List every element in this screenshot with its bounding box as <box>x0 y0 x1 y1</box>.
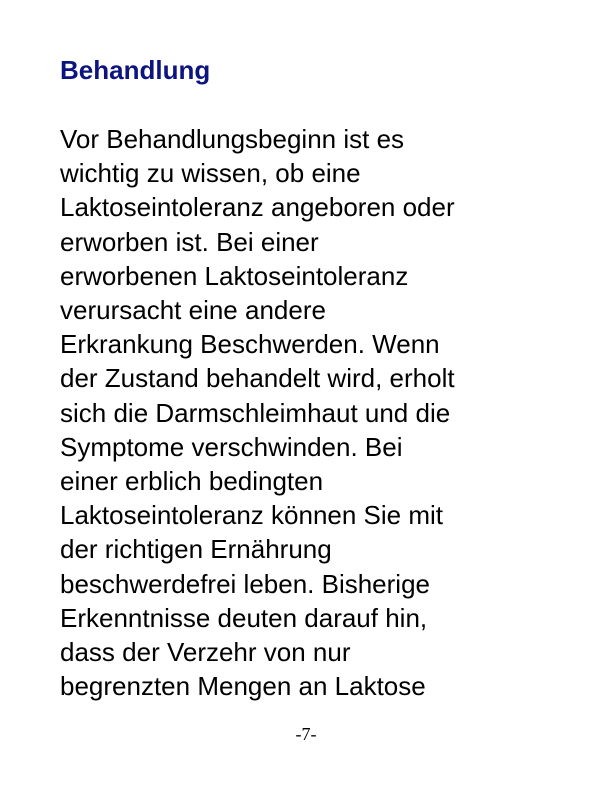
page-number: -7- <box>295 724 317 744</box>
body-line: dass der Verzehr von nur <box>60 637 351 668</box>
body-line: Erkrankung Beschwerden. Wenn <box>60 329 440 360</box>
body-line: verursacht eine andere <box>60 295 326 326</box>
body-line: Laktoseintoleranz angeboren oder <box>60 192 455 223</box>
body-line: Laktoseintoleranz können Sie mit <box>60 500 444 531</box>
body-line: Vor Behandlungsbeginn ist es <box>60 124 405 154</box>
body-line: erworben ist. Bei einer <box>60 226 319 257</box>
body-line: erworbenen Laktoseintoleranz <box>60 260 409 291</box>
body-line: sich die Darmschleimhaut und die <box>60 397 451 428</box>
body-line: der richtigen Ernährung <box>60 534 332 565</box>
body-line: beschwerdefrei leben. Bisherige <box>60 568 430 599</box>
body-line: einer erblich bedingten <box>60 466 324 497</box>
body-line: Erkenntnisse deuten darauf hin, <box>60 602 428 633</box>
body-line: der Zustand behandelt wird, erholt <box>60 363 455 394</box>
body-line: begrenzten Mengen an Laktose <box>60 671 426 702</box>
body-text <box>60 122 600 703</box>
body-line: Symptome verschwinden. Bei <box>60 431 403 462</box>
section-heading: Behandlung <box>60 55 211 85</box>
body-line: wichtig zu wissen, ob eine <box>60 158 361 189</box>
